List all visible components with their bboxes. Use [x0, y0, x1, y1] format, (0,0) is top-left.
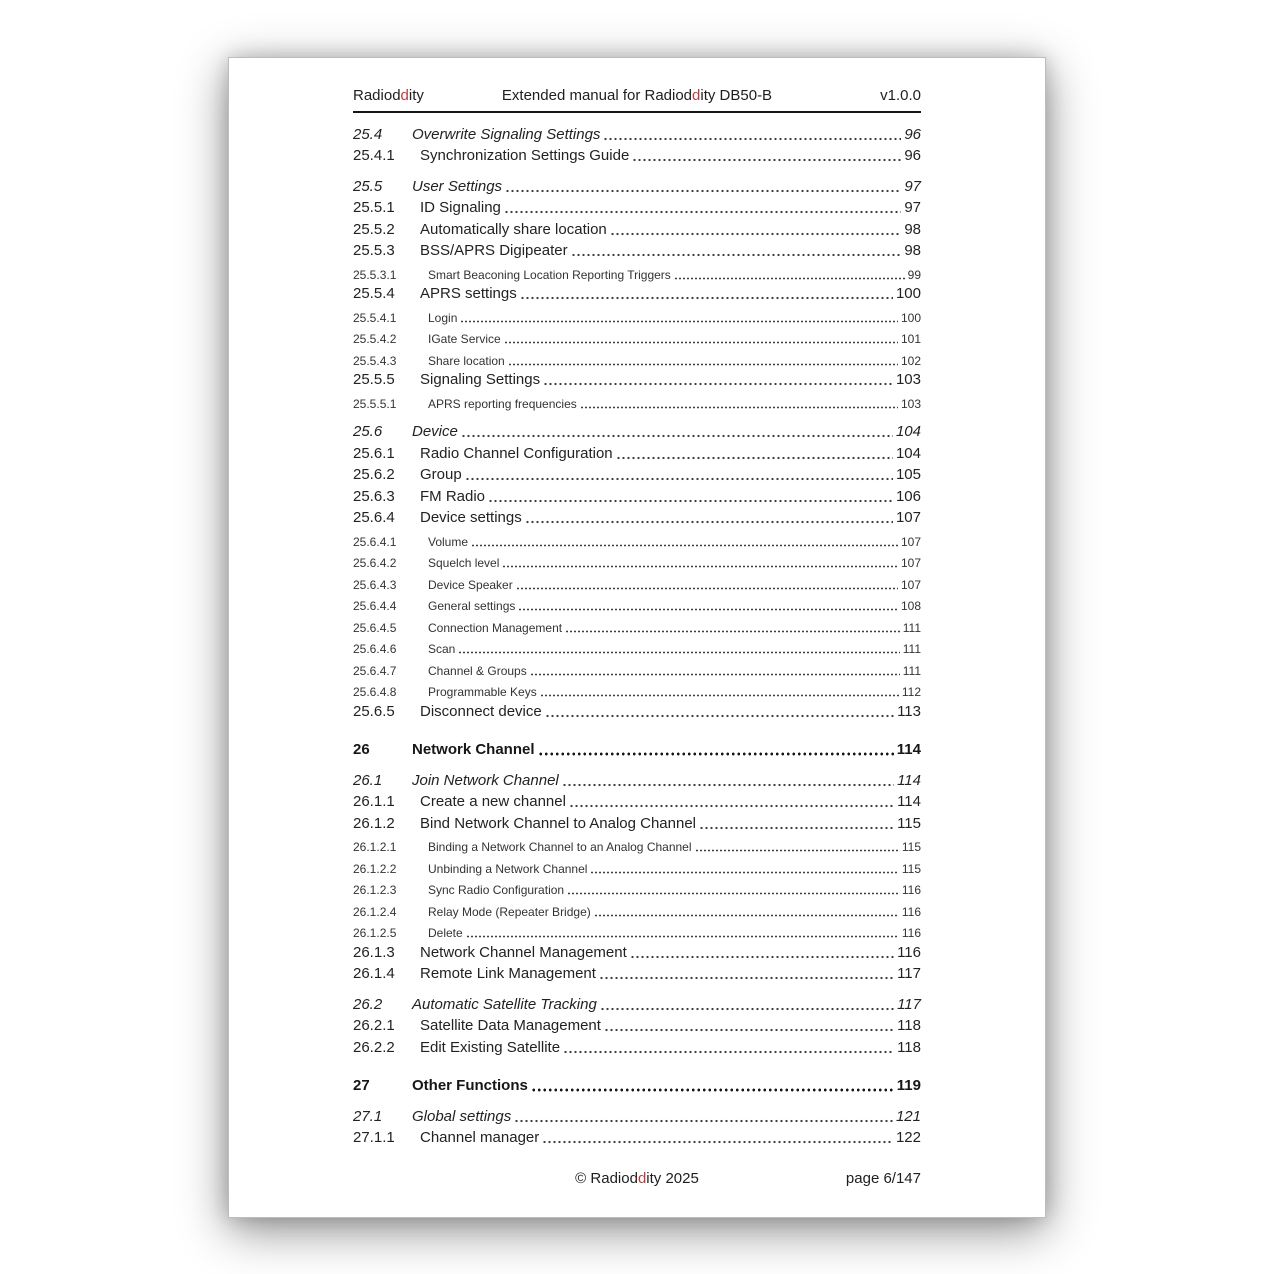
- toc-entry-number: 25.4: [353, 125, 383, 143]
- toc-entry-title: Squelch level: [428, 556, 500, 570]
- toc-entry-title: Global settings: [412, 1107, 512, 1125]
- toc-entry-page: 116: [897, 943, 921, 961]
- toc-entry-number: 25.5: [353, 177, 383, 195]
- dot-leader: [504, 197, 901, 215]
- page-header: [353, 58, 921, 113]
- dot-leader: [563, 1036, 894, 1054]
- toc-entry[interactable]: [353, 326, 921, 348]
- toc-entry-number: 25.6.3: [353, 487, 395, 505]
- toc-entry-page: 99: [907, 267, 921, 282]
- toc-entry-title: Device: [412, 423, 458, 440]
- toc-entry[interactable]: [353, 791, 921, 813]
- toc-entry[interactable]: [353, 679, 921, 701]
- page-number-label: page 6/147: [845, 1170, 921, 1187]
- toc-entry-page: 98: [904, 220, 921, 238]
- toc-entry-page: 111: [902, 642, 921, 656]
- toc-entry-title: Satellite Data Management: [420, 1017, 601, 1034]
- toc-entry-title: Overwrite Signaling Settings: [412, 125, 601, 143]
- toc-entry-title: Smart Beaconing Location Reporting Triggers: [428, 267, 671, 282]
- toc-entry-number: 27.1: [353, 1107, 383, 1125]
- toc-entry-title: APRS settings: [420, 285, 517, 302]
- toc-entry[interactable]: [353, 304, 921, 326]
- toc-entry-number: 25.4.1: [353, 147, 395, 164]
- document-title-red-letter: d: [692, 87, 701, 104]
- toc-entry[interactable]: [353, 507, 921, 529]
- dot-leader: [594, 898, 899, 917]
- toc-entry-title: Automatically share location: [420, 220, 607, 238]
- toc-entry-number: 26.1.2.1: [353, 840, 397, 854]
- toc-entry[interactable]: [353, 700, 921, 722]
- toc-entry-title: Network Channel Management: [420, 943, 627, 961]
- toc-entry-number: 26.1.2: [353, 814, 395, 832]
- toc-entry-number: 25.6.4.8: [353, 685, 397, 699]
- toc-entry-title: Programmable Keys: [428, 685, 537, 699]
- dot-leader: [599, 963, 894, 981]
- toc-entry-number: 25.5.3: [353, 242, 395, 259]
- toc-entry-number: 25.6.5: [353, 702, 395, 720]
- toc-entry-number: 26.1.4: [353, 965, 395, 982]
- brand-text-red-letter: d: [400, 87, 409, 104]
- dot-leader: [542, 1127, 893, 1145]
- toc-entry[interactable]: [353, 464, 921, 486]
- toc-entry-title: Group: [420, 466, 462, 483]
- toc-entry[interactable]: [353, 240, 921, 262]
- dot-leader: [604, 1015, 894, 1033]
- dot-leader: [567, 877, 899, 896]
- dot-leader: [565, 614, 900, 633]
- toc-entry-page: 104: [895, 423, 921, 440]
- dot-leader: [695, 834, 899, 853]
- toc-entry-number: 25.5.1: [353, 199, 395, 216]
- toc-entry-page: 115: [901, 840, 921, 854]
- toc-entry-page: 118: [897, 1017, 921, 1034]
- brand-text-post: ity: [408, 87, 424, 104]
- toc-entry[interactable]: [353, 123, 921, 145]
- toc-entry-page: 103: [900, 396, 921, 411]
- toc-entry-title: Login: [428, 310, 458, 325]
- toc-entry-title: Signaling Settings: [420, 371, 541, 388]
- toc-entry-number: 26.1.2.3: [353, 883, 397, 897]
- toc-entry-title: Device settings: [420, 509, 522, 526]
- toc-entry[interactable]: [353, 369, 921, 391]
- toc-entry[interactable]: [353, 528, 921, 550]
- toc-entry[interactable]: [353, 636, 921, 658]
- copyright-text-pre: © Radiod: [575, 1170, 638, 1187]
- toc-entry-page: 97: [904, 177, 921, 195]
- toc-entry-page: 108: [900, 599, 921, 613]
- dot-leader: [530, 657, 900, 676]
- toc-entry-number: 25.6.4.7: [353, 663, 397, 678]
- dot-leader: [562, 769, 894, 787]
- page-footer: [353, 1170, 921, 1187]
- toc-entry-number: 25.5.4.3: [353, 353, 397, 368]
- toc-entry-page: 114: [897, 771, 921, 789]
- dot-leader: [518, 593, 898, 612]
- toc-entry-page: 115: [901, 861, 921, 876]
- toc-entry-title: Automatic Satellite Tracking: [412, 995, 597, 1013]
- dot-leader: [632, 145, 901, 163]
- toc-entry-page: 101: [900, 332, 921, 346]
- toc-entry-page: 112: [901, 685, 921, 699]
- dot-leader: [603, 123, 901, 141]
- toc-entry-title: Volume: [428, 534, 469, 549]
- toc-entry-page: 96: [904, 125, 921, 143]
- toc-entry-number: 25.6.4.6: [353, 642, 397, 656]
- toc-entry[interactable]: [353, 1015, 921, 1037]
- document-title-pre: Extended manual for Radiod: [501, 87, 693, 104]
- copyright-text-post: ity 2025: [646, 1170, 699, 1187]
- toc-entry[interactable]: [353, 657, 921, 679]
- toc-entry-title: Join Network Channel: [412, 771, 559, 789]
- dot-leader: [465, 464, 893, 482]
- dot-leader: [488, 485, 893, 503]
- toc-entry-page: 115: [897, 814, 921, 832]
- brand-text-pre: Radiod: [353, 87, 401, 104]
- toc-entry-page: 96: [904, 147, 921, 164]
- toc-entry-page: 114: [897, 793, 921, 810]
- toc-entry-title: Device Speaker: [428, 577, 513, 592]
- toc-entry-page: 116: [901, 926, 921, 940]
- dot-leader: [466, 920, 899, 939]
- toc-entry-page: 114: [896, 741, 921, 758]
- toc-entry-number: 25.6.2: [353, 466, 395, 483]
- document-page: [228, 57, 1046, 1218]
- toc-entry[interactable]: [353, 855, 921, 877]
- dot-leader: [543, 369, 893, 387]
- toc-entry-page: 116: [901, 883, 921, 897]
- dot-leader: [514, 1105, 893, 1123]
- toc-entry-title: Other Functions: [412, 1077, 528, 1094]
- toc-entry[interactable]: [353, 145, 921, 167]
- toc-entry[interactable]: [353, 877, 921, 899]
- toc-entry-title: Connection Management: [428, 620, 563, 635]
- toc-entry-number: 25.6.4.5: [353, 620, 397, 635]
- dot-leader: [600, 993, 894, 1011]
- toc-entry-number: 26.2.2: [353, 1038, 395, 1056]
- toc-entry-page: 100: [895, 285, 921, 302]
- toc-entry-number: 25.5.5.1: [353, 396, 397, 411]
- toc-entry-title: Unbinding a Network Channel: [428, 861, 588, 876]
- toc-entry-title: Create a new channel: [420, 793, 566, 810]
- copyright-text-red-letter: d: [637, 1170, 647, 1187]
- toc-entry[interactable]: [353, 347, 921, 369]
- dot-leader: [520, 283, 893, 301]
- toc-entry-number: 26: [353, 741, 370, 758]
- toc-entry-number: 26.1.2.5: [353, 926, 397, 940]
- toc-entry-number: 26.1.1: [353, 793, 395, 810]
- toc-entry[interactable]: [353, 593, 921, 615]
- toc-entry-page: 103: [895, 371, 921, 388]
- toc-entry[interactable]: [353, 769, 921, 791]
- toc-entry-number: 25.5.4: [353, 285, 395, 302]
- toc-entry-title: Disconnect device: [420, 702, 542, 720]
- brand-logo-text: [353, 86, 502, 106]
- toc-entry-title: APRS reporting frequencies: [428, 396, 577, 411]
- toc-entry-number: 25.6.4: [353, 509, 395, 526]
- dot-leader: [508, 347, 898, 366]
- toc-entry-page: 107: [895, 509, 921, 526]
- dot-leader: [571, 240, 902, 258]
- toc-entry-title: Sync Radio Configuration: [428, 883, 565, 897]
- toc-entry-title: IGate Service: [428, 332, 501, 346]
- dot-leader: [502, 550, 898, 569]
- toc-entry-title: Channel & Groups: [428, 663, 527, 678]
- toc-entry-title: Relay Mode (Repeater Bridge): [428, 904, 591, 919]
- dot-leader: [458, 636, 899, 655]
- version-label: v1.0.0: [880, 87, 921, 104]
- toc-entry[interactable]: [353, 1036, 921, 1058]
- dot-leader: [504, 326, 898, 345]
- toc-entry[interactable]: [353, 261, 921, 283]
- dot-leader: [630, 941, 894, 959]
- toc-entry-title: Network Channel: [412, 741, 535, 758]
- copyright-text: [575, 1170, 699, 1187]
- dot-leader: [616, 442, 893, 460]
- toc-entry-page: 117: [897, 965, 921, 982]
- toc-entry-page: 102: [900, 353, 921, 368]
- toc-entry[interactable]: [353, 197, 921, 219]
- toc-entry[interactable]: [353, 1127, 921, 1149]
- dot-leader: [674, 261, 905, 280]
- toc-entry-page: 107: [900, 534, 921, 549]
- dot-leader: [590, 855, 898, 874]
- toc-list: [353, 113, 921, 1148]
- toc-entry[interactable]: [353, 993, 921, 1015]
- toc-entry[interactable]: [353, 1075, 921, 1097]
- dot-leader: [460, 304, 898, 323]
- toc-entry-page: 111: [902, 620, 921, 635]
- toc-entry-number: 26.1.2.2: [353, 861, 397, 876]
- toc-entry[interactable]: [353, 920, 921, 942]
- toc-entry-page: 117: [897, 995, 921, 1013]
- dot-leader: [610, 218, 902, 236]
- toc-entry-number: 27.1.1: [353, 1129, 395, 1146]
- document-title: [502, 86, 772, 106]
- toc-entry-page: 121: [895, 1107, 921, 1125]
- toc-entry[interactable]: [353, 175, 921, 197]
- toc-entry[interactable]: [353, 812, 921, 834]
- toc-entry-number: 25.5.5: [353, 371, 395, 388]
- toc-entry-title: Binding a Network Channel to an Analog Channel: [428, 840, 692, 854]
- toc-entry-title: Delete: [428, 926, 463, 940]
- toc-entry-number: 26.2: [353, 995, 383, 1013]
- toc-entry[interactable]: [353, 283, 921, 305]
- dot-leader: [471, 528, 898, 547]
- dot-leader: [540, 679, 899, 698]
- toc-entry[interactable]: [353, 421, 921, 443]
- document-title-post: ity DB50-B: [700, 87, 773, 104]
- dot-leader: [505, 175, 901, 193]
- toc-entry-title: ID Signaling: [420, 199, 501, 216]
- toc-entry-title: Synchronization Settings Guide: [420, 147, 630, 164]
- toc-entry-number: 25.6.4.1: [353, 534, 397, 549]
- toc-entry-page: 118: [897, 1038, 921, 1056]
- toc-entry-page: 107: [900, 556, 921, 570]
- dot-leader: [516, 571, 898, 590]
- toc-entry-number: 25.5.4.1: [353, 310, 397, 325]
- toc-entry-number: 26.1.2.4: [353, 904, 397, 919]
- toc-entry-number: 25.5.2: [353, 220, 395, 238]
- dot-leader: [580, 390, 898, 409]
- dot-leader: [538, 739, 894, 757]
- toc-entry[interactable]: [353, 614, 921, 636]
- toc-entry-number: 25.6.4.2: [353, 556, 397, 570]
- toc-entry-page: 106: [895, 487, 921, 505]
- toc-entry[interactable]: [353, 1105, 921, 1127]
- toc-entry-page: 98: [904, 242, 921, 259]
- toc-entry-page: 107: [900, 577, 921, 592]
- toc-entry-title: FM Radio: [420, 487, 486, 505]
- toc-entry[interactable]: [353, 834, 921, 856]
- toc-entry-title: Bind Network Channel to Analog Channel: [420, 814, 697, 832]
- dot-leader: [545, 700, 894, 718]
- toc-entry-page: 104: [895, 444, 921, 462]
- toc-entry-title: General settings: [428, 599, 516, 613]
- toc-entry-page: 113: [897, 702, 921, 720]
- toc-entry-page: 122: [895, 1129, 921, 1146]
- toc-entry-page: 97: [904, 199, 921, 216]
- dot-leader: [525, 507, 893, 525]
- toc-entry[interactable]: [353, 442, 921, 464]
- toc-entry-number: 26.1: [353, 771, 383, 789]
- toc-entry-title: Radio Channel Configuration: [420, 444, 613, 462]
- toc-entry-number: 25.6.1: [353, 444, 395, 462]
- toc-entry-number: 25.5.4.2: [353, 332, 397, 346]
- dot-leader: [461, 421, 893, 439]
- toc-entry-page: 119: [896, 1077, 921, 1094]
- dot-leader: [699, 812, 894, 830]
- toc-entry-page: 116: [901, 904, 921, 919]
- toc-entry[interactable]: [353, 898, 921, 920]
- toc-entry[interactable]: [353, 485, 921, 507]
- toc-entry-number: 25.6: [353, 423, 383, 440]
- toc-entry-title: User Settings: [412, 177, 503, 195]
- toc-entry-title: Remote Link Management: [420, 965, 596, 982]
- toc-entry-page: 100: [900, 310, 921, 325]
- toc-entry-number: 26.1.3: [353, 943, 395, 961]
- toc-entry-title: Edit Existing Satellite: [420, 1038, 561, 1056]
- toc-entry[interactable]: [353, 550, 921, 572]
- toc-entry[interactable]: [353, 739, 921, 761]
- toc-entry[interactable]: [353, 963, 921, 985]
- toc-entry-number: 25.6.4.3: [353, 577, 397, 592]
- toc-entry-title: Share location: [428, 353, 505, 368]
- toc-entry-number: 27: [353, 1077, 370, 1094]
- toc-entry[interactable]: [353, 941, 921, 963]
- toc-entry-number: 25.6.4.4: [353, 599, 397, 613]
- toc-entry-number: 26.2.1: [353, 1017, 395, 1034]
- dot-leader: [569, 791, 894, 809]
- toc-entry-number: 25.5.3.1: [353, 267, 397, 282]
- toc-entry-title: Channel manager: [420, 1129, 540, 1146]
- toc-entry-page: 111: [902, 663, 921, 678]
- dot-leader: [531, 1075, 894, 1093]
- toc-entry[interactable]: [353, 571, 921, 593]
- toc-entry[interactable]: [353, 390, 921, 412]
- toc-entry-title: Scan: [428, 642, 456, 656]
- toc-entry-page: 105: [895, 466, 921, 483]
- toc-entry-title: BSS/APRS Digipeater: [420, 242, 568, 259]
- toc-entry[interactable]: [353, 218, 921, 240]
